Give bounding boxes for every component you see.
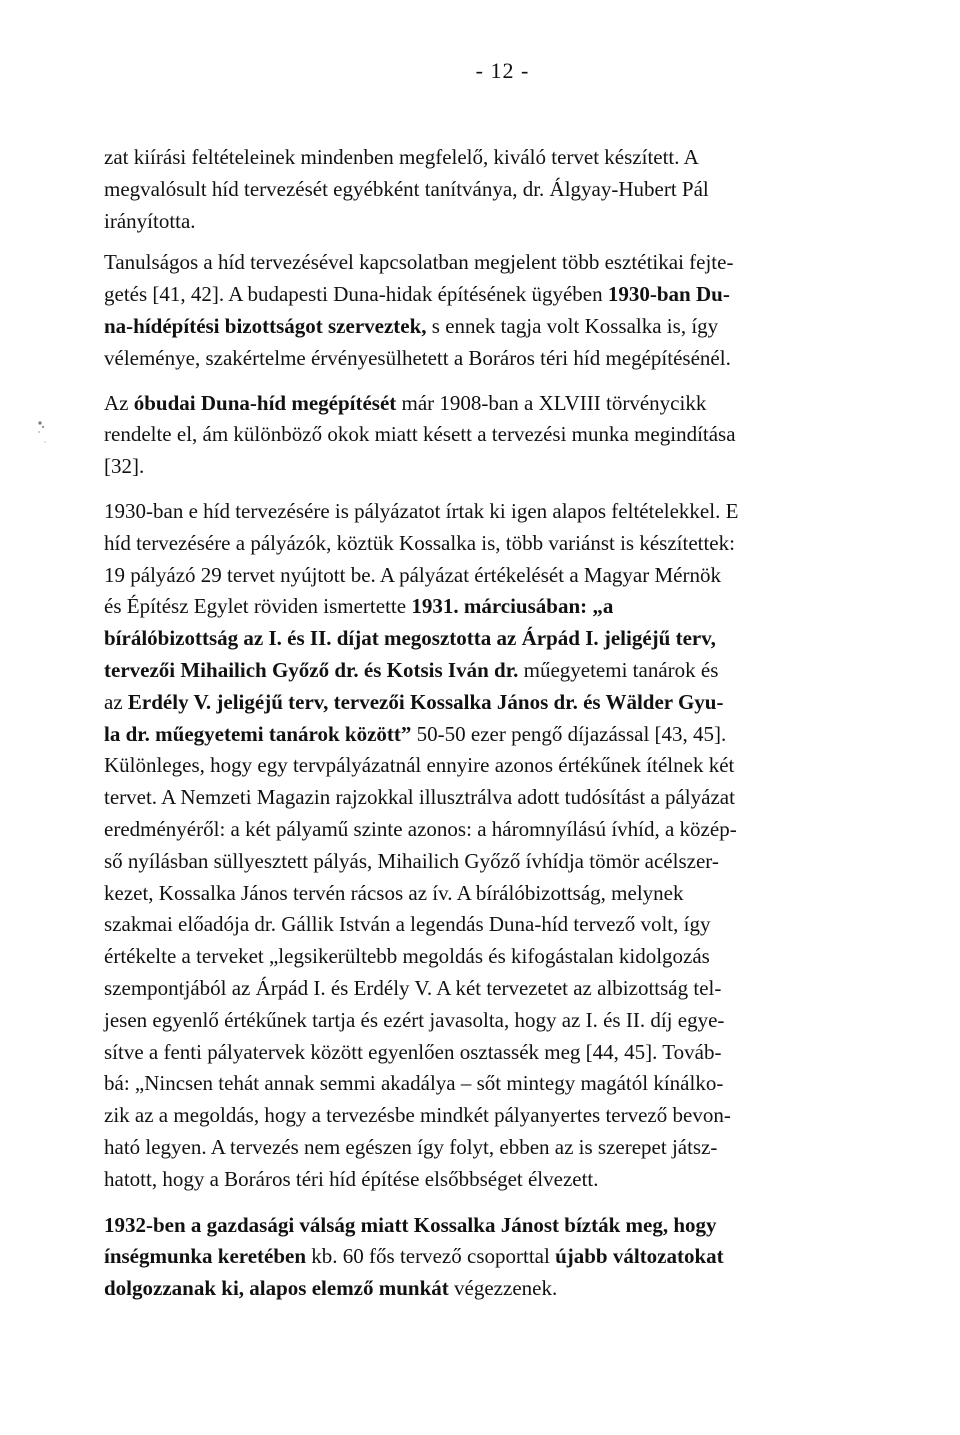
text-run: s ennek tagja volt Kossalka is, így — [426, 313, 719, 338]
page-number: - 12 - — [475, 58, 530, 83]
text-run: rendelte el, ám különböző okok miatt késett a tervezési munka megindítása — [104, 422, 736, 447]
text-run: [32]. — [104, 454, 145, 479]
text-run: és Építész Egylet röviden ismertette — [104, 594, 412, 619]
text-run: értékelte a terveket „legsikerültebb megoldás és kifogástalan kidolgozás — [104, 944, 710, 969]
paragraph — [104, 1210, 896, 1305]
bold-text-run: dolgozzanak ki, alapos elemző munkát — [104, 1276, 449, 1301]
text-run: ható legyen. A tervezés nem egészen így folyt, ebben az is szerepet játsz- — [104, 1134, 718, 1159]
bold-text-run: bírálóbizottság az I. és II. díjat megosztotta az Árpád I. jeligéjű terv, — [104, 626, 716, 651]
text-run: műegyetemi tanárok és — [518, 657, 719, 682]
text-run: 1930-ban e híd tervezésére is pályázatot írtak ki igen alapos feltételekkel. E — [104, 498, 739, 523]
text-run: getés [41, 42]. A budapesti Duna-hidak építésének ügyében — [104, 282, 608, 307]
bold-text-run: 1930-ban Du- — [607, 282, 730, 307]
text-run: kezet, Kossalka János tervén rácsos az ív. A bírálóbizottság, melynek — [104, 880, 684, 905]
text-run: Különleges, hogy egy tervpályázatnál ennyire azonos értékűnek ítélnek két — [104, 753, 735, 778]
body-text — [104, 142, 896, 1305]
text-run: az — [104, 689, 128, 714]
paragraph — [104, 142, 896, 237]
text-run: zik az a megoldás, hogy a tervezésbe mindkét pályanyertes tervező bevon- — [104, 1103, 731, 1128]
scan-specks — [36, 420, 50, 453]
text-run: Az — [104, 390, 134, 415]
text-run: zat kiírási feltételeinek mindenben megfelelő, kiváló tervet készített. A — [104, 145, 699, 169]
text-run: végezzenek. — [448, 1276, 558, 1301]
text-run: tervet. A Nemzeti Magazin rajzokkal illusztrálva adott tudósítást a pályázat — [104, 785, 735, 810]
text-run: Tanulságos a híd tervezésével kapcsolatban megjelent több esztétikai fejte- — [104, 250, 734, 275]
text-run: megvalósult híd tervezését egyébként tanítványa, dr. Álgyay-Hubert Pál — [104, 176, 709, 201]
text-run: eredményéről: a két pályamű szinte azonos: a háromnyílású ívhíd, a közép- — [104, 816, 737, 841]
text-run: kb. 60 fős tervező csoporttal — [306, 1244, 556, 1269]
text-run: hatott, hogy a Boráros téri híd építése elsőbbséget élvezett. — [104, 1166, 599, 1191]
text-run: 50-50 ezer pengő díjazással [43, 45]. — [411, 721, 727, 746]
text-run: szakmai előadója dr. Gállik István a legendás Duna-híd tervező volt, így — [104, 912, 711, 937]
text-run: sítve a fenti pályatervek között egyenlően osztassék meg [44, 45]. Továb- — [104, 1039, 722, 1064]
text-run: híd tervezésére a pályázók, köztük Kossalka is, több variánst is készítettek: — [104, 530, 735, 555]
bold-text-run: la dr. műegyetemi tanárok között” — [104, 721, 412, 746]
bold-text-run: tervezői Mihailich Győző dr. és Kotsis Iván dr. — [104, 657, 519, 682]
text-run: irányította. — [104, 208, 196, 233]
bold-text-run: 1932-ben a gazdasági válság miatt Kossalka Jánost bízták meg, hogy — [104, 1212, 717, 1237]
text-run: jesen egyenlő értékűnek tartja és ezért javasolta, hogy az I. és II. díj egye- — [104, 1007, 725, 1032]
text-run: 19 pályázó 29 tervet nyújtott be. A pályázat értékelését a Magyar Mérnök — [104, 562, 721, 587]
bold-text-run: ínségmunka keretében — [104, 1244, 307, 1269]
bold-text-run: na-hídépítési bizottságot szerveztek, — [104, 313, 427, 338]
text-run: véleménye, szakértelme érvényesülhetett a Boráros téri híd megépítésénél. — [104, 345, 731, 370]
bold-text-run: 1931. márciusában: „a — [411, 594, 614, 619]
text-run: bá: „Nincsen tehát annak semmi akadálya – sőt mintegy magától kínálko- — [104, 1071, 724, 1096]
bold-text-run: Erdély V. jeligéjű terv, tervezői Kossalka János dr. és Wälder Gyu- — [127, 689, 724, 714]
text-run: szempontjából az Árpád I. és Erdély V. A két tervezetet az albizottság tel- — [104, 975, 722, 1000]
paragraph — [104, 247, 896, 374]
bold-text-run: óbudai Duna-híd megépítését — [133, 390, 397, 415]
paragraph — [104, 388, 896, 483]
paragraph — [104, 496, 896, 1196]
bold-text-run: újabb változatokat — [555, 1244, 724, 1269]
text-run: már 1908-ban a XLVIII törvénycikk — [396, 390, 707, 415]
text-run: ső nyílásban süllyesztett pályás, Mihailich Győző ívhídja tömör acélszer- — [104, 848, 719, 873]
